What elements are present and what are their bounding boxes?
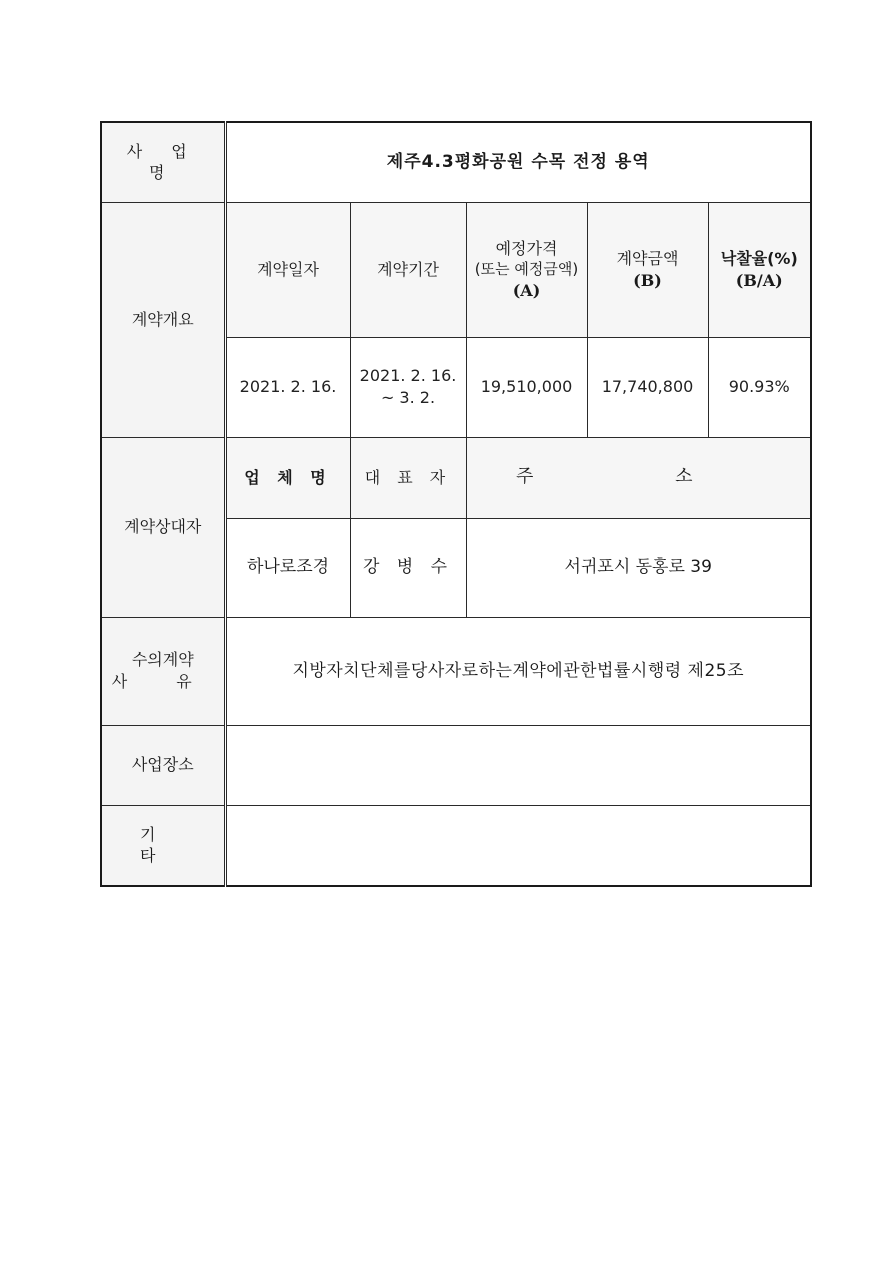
- location-label-text: 사업장소: [131, 755, 194, 775]
- value-representative-text: 강 병 수: [362, 557, 454, 578]
- value-contract-amount-text: 17,740,800: [601, 377, 694, 397]
- header-bid-rate: [708, 202, 811, 337]
- reason-text: 지방자치단체를당사자로하는계약에관한법률시행령 제25조: [292, 660, 745, 681]
- header-address: [466, 437, 811, 518]
- contract-info-table: [100, 121, 812, 887]
- header-contract-amount: [587, 202, 708, 337]
- value-contract-period: [350, 337, 466, 437]
- location-value-cell: [225, 725, 811, 805]
- value-representative: [350, 518, 466, 617]
- header-contract-date: [225, 202, 350, 337]
- value-contract-period-line2: ~ 3. 2.: [380, 388, 436, 407]
- project-title: 제주4.3평화공원 수목 전정 용역: [386, 151, 650, 172]
- header-contract-date-text: 계약일자: [257, 259, 319, 279]
- location-row: [101, 725, 811, 805]
- overview-header-row: [101, 202, 811, 337]
- header-bid-rate-line2: (B/A): [735, 270, 783, 290]
- header-contract-period: [350, 202, 466, 337]
- value-estimated-price: [466, 337, 587, 437]
- project-label: [101, 122, 225, 202]
- reason-label-line2: 사 유: [111, 672, 214, 691]
- value-company-text: 하나로조경: [246, 557, 330, 578]
- value-contract-date-text: 2021. 2. 16.: [239, 377, 337, 397]
- header-company: [225, 437, 350, 518]
- header-company-text: 업 체 명: [244, 467, 332, 487]
- header-address-text: 주 소: [516, 466, 761, 488]
- project-title-cell: [225, 122, 811, 202]
- value-address-text: 서귀포시 동홍로 39: [564, 557, 712, 578]
- header-estimated-price: [466, 202, 587, 337]
- reason-label: [101, 617, 225, 725]
- header-representative: [350, 437, 466, 518]
- value-address: [466, 518, 811, 617]
- project-row: [101, 122, 811, 202]
- header-contract-amount-line1: 계약금액: [616, 248, 679, 268]
- counterparty-header-row: [101, 437, 811, 518]
- counterparty-label: [101, 437, 225, 617]
- counterparty-label-text: 계약상대자: [124, 517, 202, 537]
- etc-value-cell: [225, 805, 811, 886]
- etc-row: [101, 805, 811, 886]
- header-estimated-price-line3: (A): [512, 280, 541, 300]
- value-contract-date: [225, 337, 350, 437]
- header-contract-amount-line2: (B): [633, 270, 662, 290]
- header-representative-text: 대 표 자: [364, 467, 452, 487]
- reason-row: [101, 617, 811, 725]
- location-label: [101, 725, 225, 805]
- overview-label-text: 계약개요: [131, 309, 194, 329]
- value-company: [225, 518, 350, 617]
- value-contract-amount: [587, 337, 708, 437]
- value-contract-period-line1: 2021. 2. 16.: [359, 366, 457, 386]
- header-contract-period-text: 계약기간: [377, 259, 439, 279]
- reason-label-line1: 수의계약: [131, 650, 194, 670]
- project-label-text: 사 업 명: [126, 141, 199, 183]
- header-bid-rate-line1: 낙찰율(%): [720, 248, 798, 268]
- etc-label: [101, 805, 225, 886]
- header-estimated-price-line1: 예정가격: [495, 238, 558, 258]
- header-estimated-price-line2: (또는 예정금액): [474, 260, 579, 279]
- value-bid-rate: [708, 337, 811, 437]
- reason-text-cell: [225, 617, 811, 725]
- overview-label: [101, 202, 225, 437]
- value-bid-rate-text: 90.93%: [728, 377, 790, 397]
- etc-label-text: 기 타: [140, 824, 186, 866]
- value-estimated-price-text: 19,510,000: [480, 377, 573, 397]
